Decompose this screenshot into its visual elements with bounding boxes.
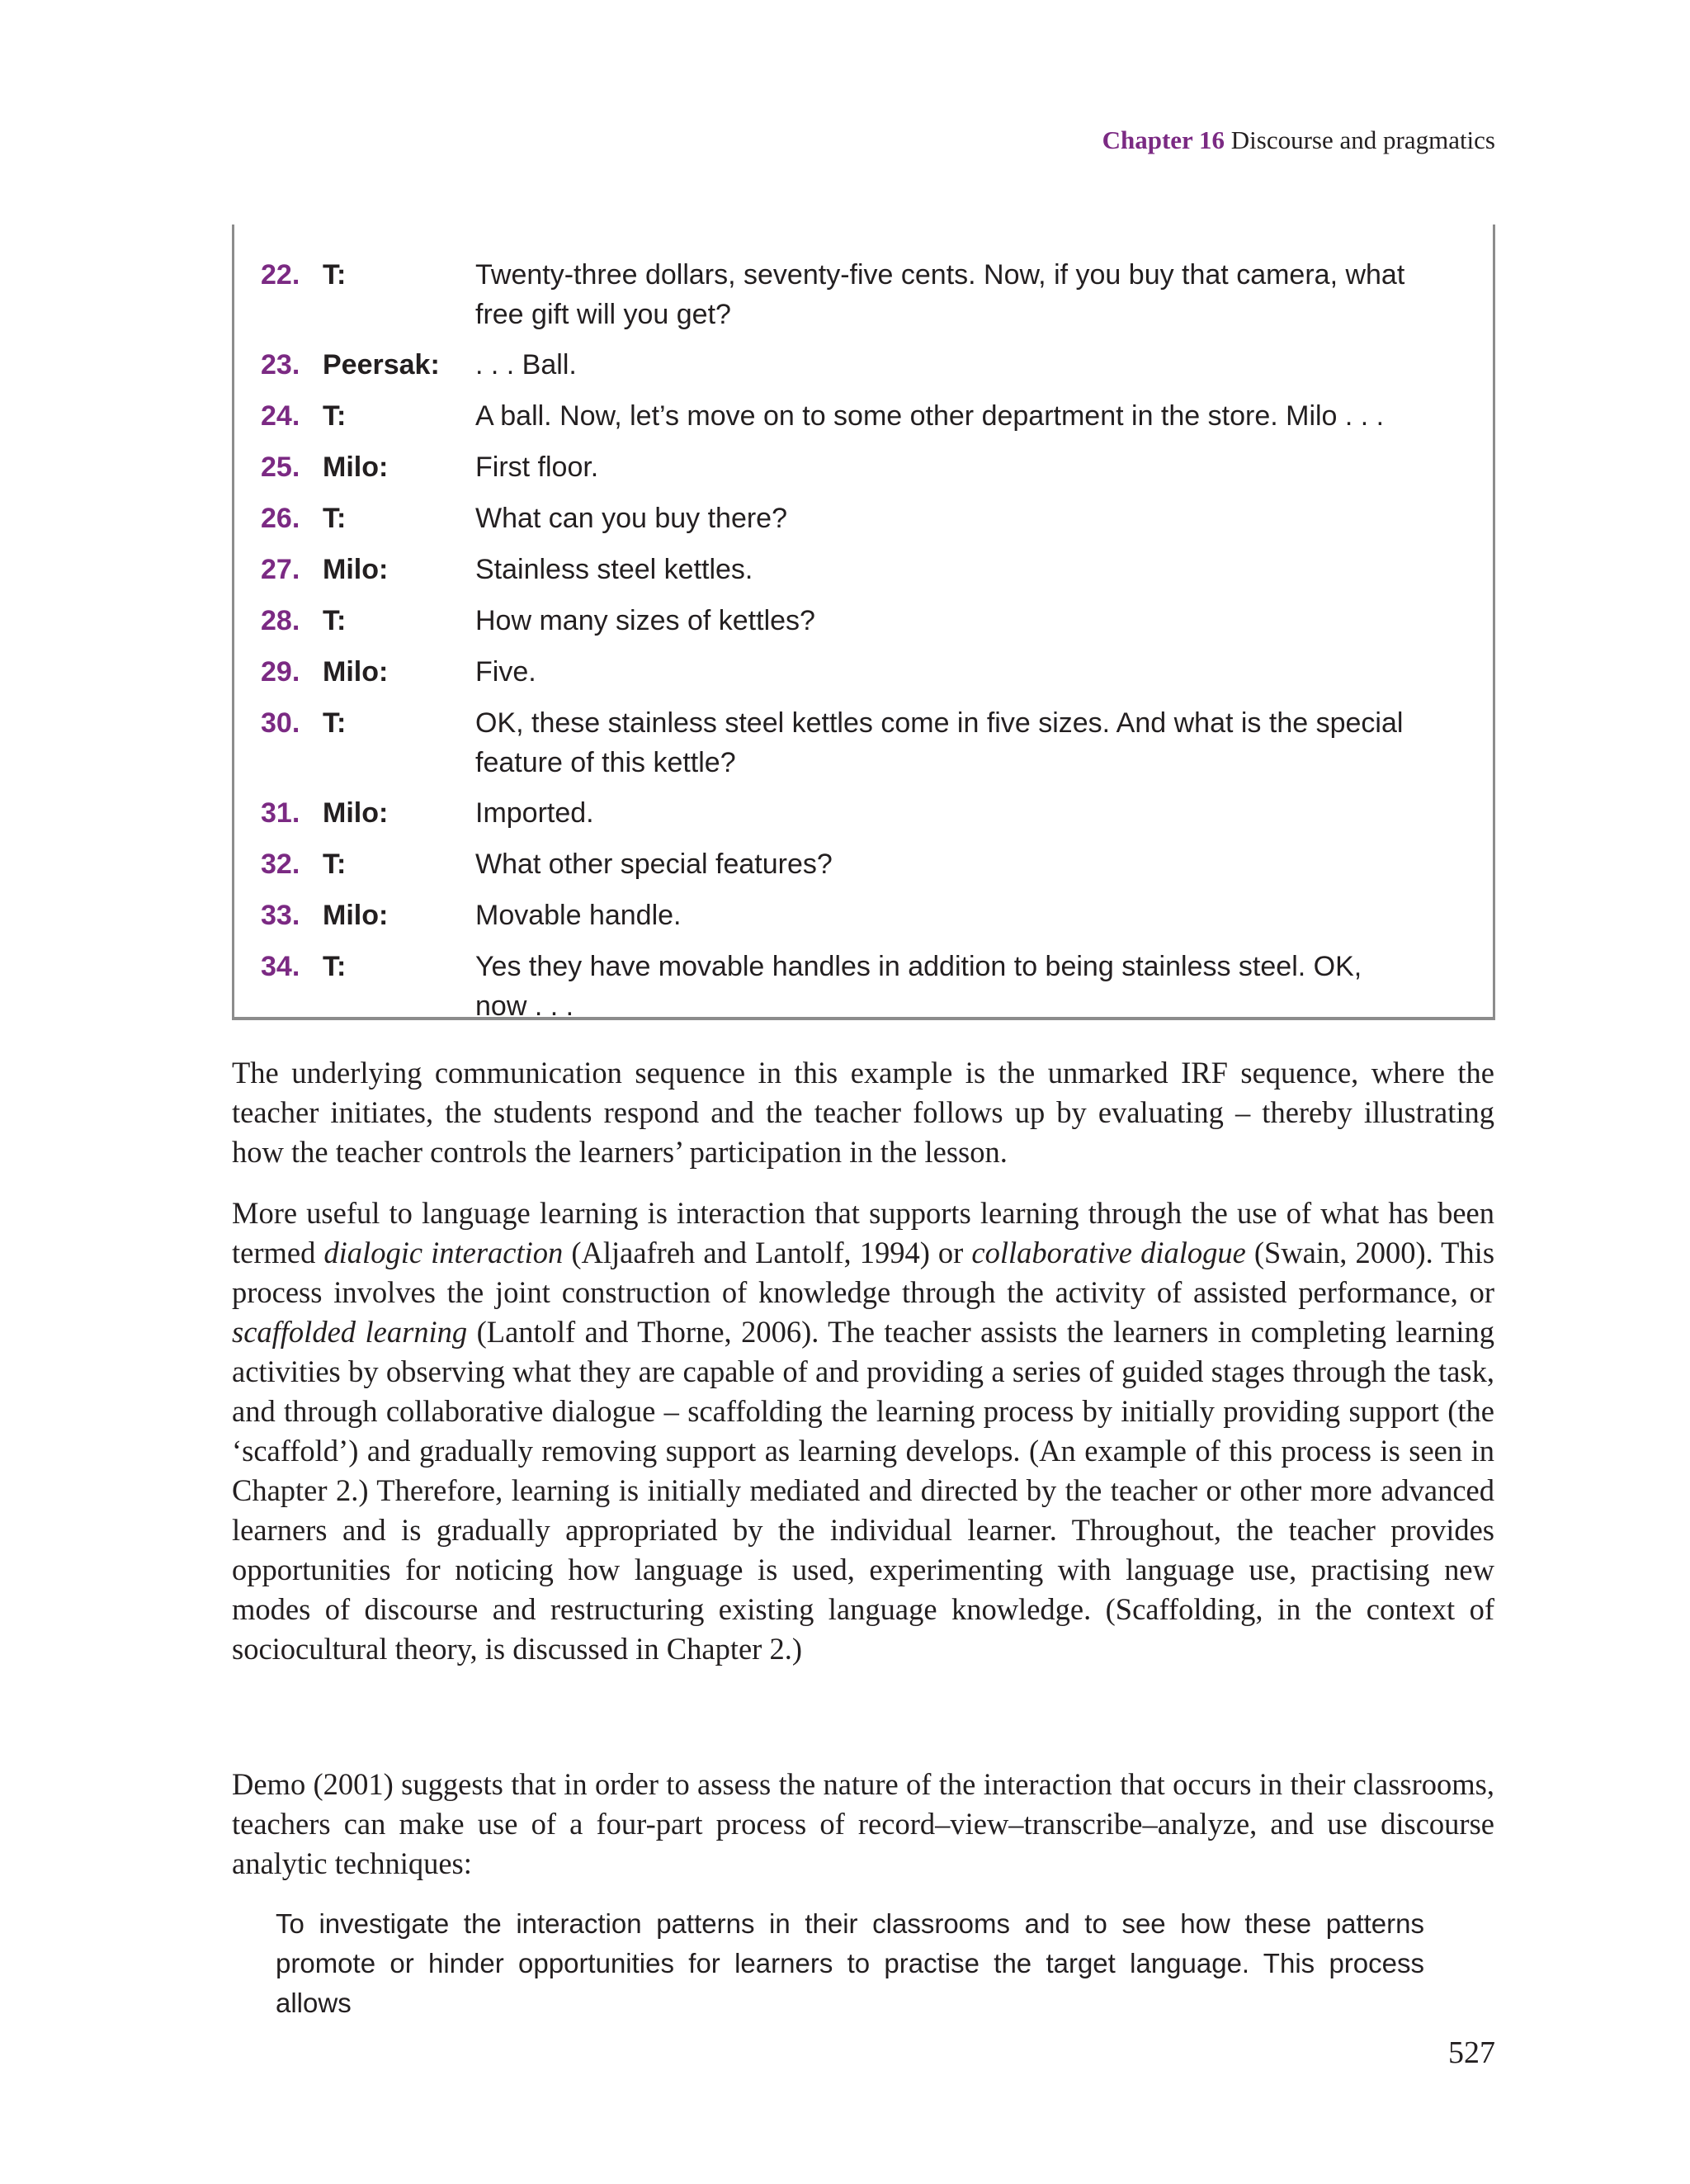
- turn-number: 31.: [261, 797, 300, 829]
- transcript-box: [232, 225, 1495, 1020]
- utterance-text: OK, these stainless steel kettles come in five sizes. And what is the special feature of this kettle?: [475, 707, 1404, 778]
- utterance-text: Yes they have movable handles in addition to being stainless steel. OK, now . . .: [475, 951, 1362, 1022]
- turn-number: 26.: [261, 503, 300, 534]
- utterance-text: Stainless steel kettles.: [475, 554, 753, 585]
- utterance-text: What can you buy there?: [475, 503, 788, 534]
- paragraph-text: (Aljaafreh and Lantolf, 1994) or: [563, 1236, 972, 1269]
- speaker-label: Milo:: [323, 451, 389, 483]
- turn-number: 33.: [261, 900, 300, 931]
- utterance-text: How many sizes of kettles?: [475, 605, 815, 636]
- term-italic: dialogic interaction: [323, 1236, 564, 1269]
- speaker-label: Milo:: [323, 900, 389, 931]
- speaker-label: Peersak:: [323, 349, 440, 381]
- body-paragraph: [232, 1194, 1494, 1669]
- term-italic: collaborative dialogue: [971, 1236, 1246, 1269]
- speaker-label: T:: [323, 849, 347, 880]
- turn-number: 23.: [261, 349, 300, 381]
- body-paragraph: Demo (2001) suggests that in order to assess the nature of the interaction that occurs in their classrooms, teachers can make use of a four-part process of record–view–transcribe–analyze, and use discourse analytic techniques:: [232, 1767, 1494, 1880]
- speaker-label: Milo:: [323, 797, 389, 829]
- turn-number: 29.: [261, 656, 300, 688]
- paragraph-text: More useful to language learning is interaction that supports learning through the use of what has been termed: [232, 1196, 1494, 1269]
- block-quote: To investigate the interaction patterns in their classrooms and to see how these patterns promote or hinder opportunities for learners to practise the target language. This process allows: [276, 1908, 1424, 2018]
- speaker-label: T:: [323, 707, 347, 739]
- turn-number: 24.: [261, 400, 300, 432]
- speaker-label: Milo:: [323, 656, 389, 688]
- utterance-text: Five.: [475, 656, 536, 688]
- speaker-label: T:: [323, 951, 347, 982]
- utterance-text: First floor.: [475, 451, 599, 483]
- utterance-text: Twenty-three dollars, seventy-five cents. Now, if you buy that camera, what free gift will you get?: [475, 259, 1405, 330]
- turn-number: 27.: [261, 554, 300, 585]
- turn-number: 34.: [261, 951, 300, 982]
- page-number: 527: [1448, 2035, 1495, 2070]
- utterance-text: Movable handle.: [475, 900, 682, 931]
- speaker-label: T:: [323, 503, 347, 534]
- paragraph-text: (Lantolf and Thorne, 2006). The teacher assists the learners in completing learning activities by observing what they are capable of and providing a series of guided stages through the task, and through collaborative dialogue – scaffolding the learning process by initially providing support (the ‘scaffold’) and gradually removing support as learning develops. (An example of this process is seen in Chapter 2.) Therefore, learning is initially mediated and directed by the teacher or other more advanced learners and is gradually appropriated by the individual learner. Throughout, the teacher provides opportunities for noticing how language is used, experimenting with language use, practising new modes of discourse and restructuring existing language knowledge. (Scaffolding, in the context of sociocultural theory, is discussed in Chapter 2.): [232, 1315, 1494, 1666]
- turn-number: 32.: [261, 849, 300, 880]
- turn-number: 25.: [261, 451, 300, 483]
- utterance-text: A ball. Now, let’s move on to some other department in the store. Milo . . .: [475, 400, 1385, 432]
- turn-number: 22.: [261, 259, 300, 291]
- turn-number: 28.: [261, 605, 300, 636]
- utterance-text: . . . Ball.: [475, 349, 577, 381]
- chapter-label: Chapter 16: [1102, 125, 1225, 154]
- running-header: [1102, 125, 1495, 155]
- speaker-label: Milo:: [323, 554, 389, 585]
- speaker-label: T:: [323, 400, 347, 432]
- turn-number: 30.: [261, 707, 300, 739]
- chapter-title: Discourse and pragmatics: [1230, 125, 1495, 154]
- speaker-label: T:: [323, 605, 347, 636]
- utterance-text: What other special features?: [475, 849, 833, 880]
- paragraph-text: (Swain, 2000). This process involves the joint construction of knowledge through the activity of assisted performance, or: [232, 1236, 1495, 1309]
- body-paragraph: The underlying communication sequence in this example is the unmarked IRF sequence, where the teacher initiates, the students respond and the teacher follows up by evaluating – thereby illustrating how the teacher controls the learners’ participation in the lesson.: [232, 1056, 1494, 1169]
- term-italic: scaffolded learning: [232, 1315, 468, 1349]
- speaker-label: T:: [323, 259, 347, 291]
- utterance-text: Imported.: [475, 797, 594, 829]
